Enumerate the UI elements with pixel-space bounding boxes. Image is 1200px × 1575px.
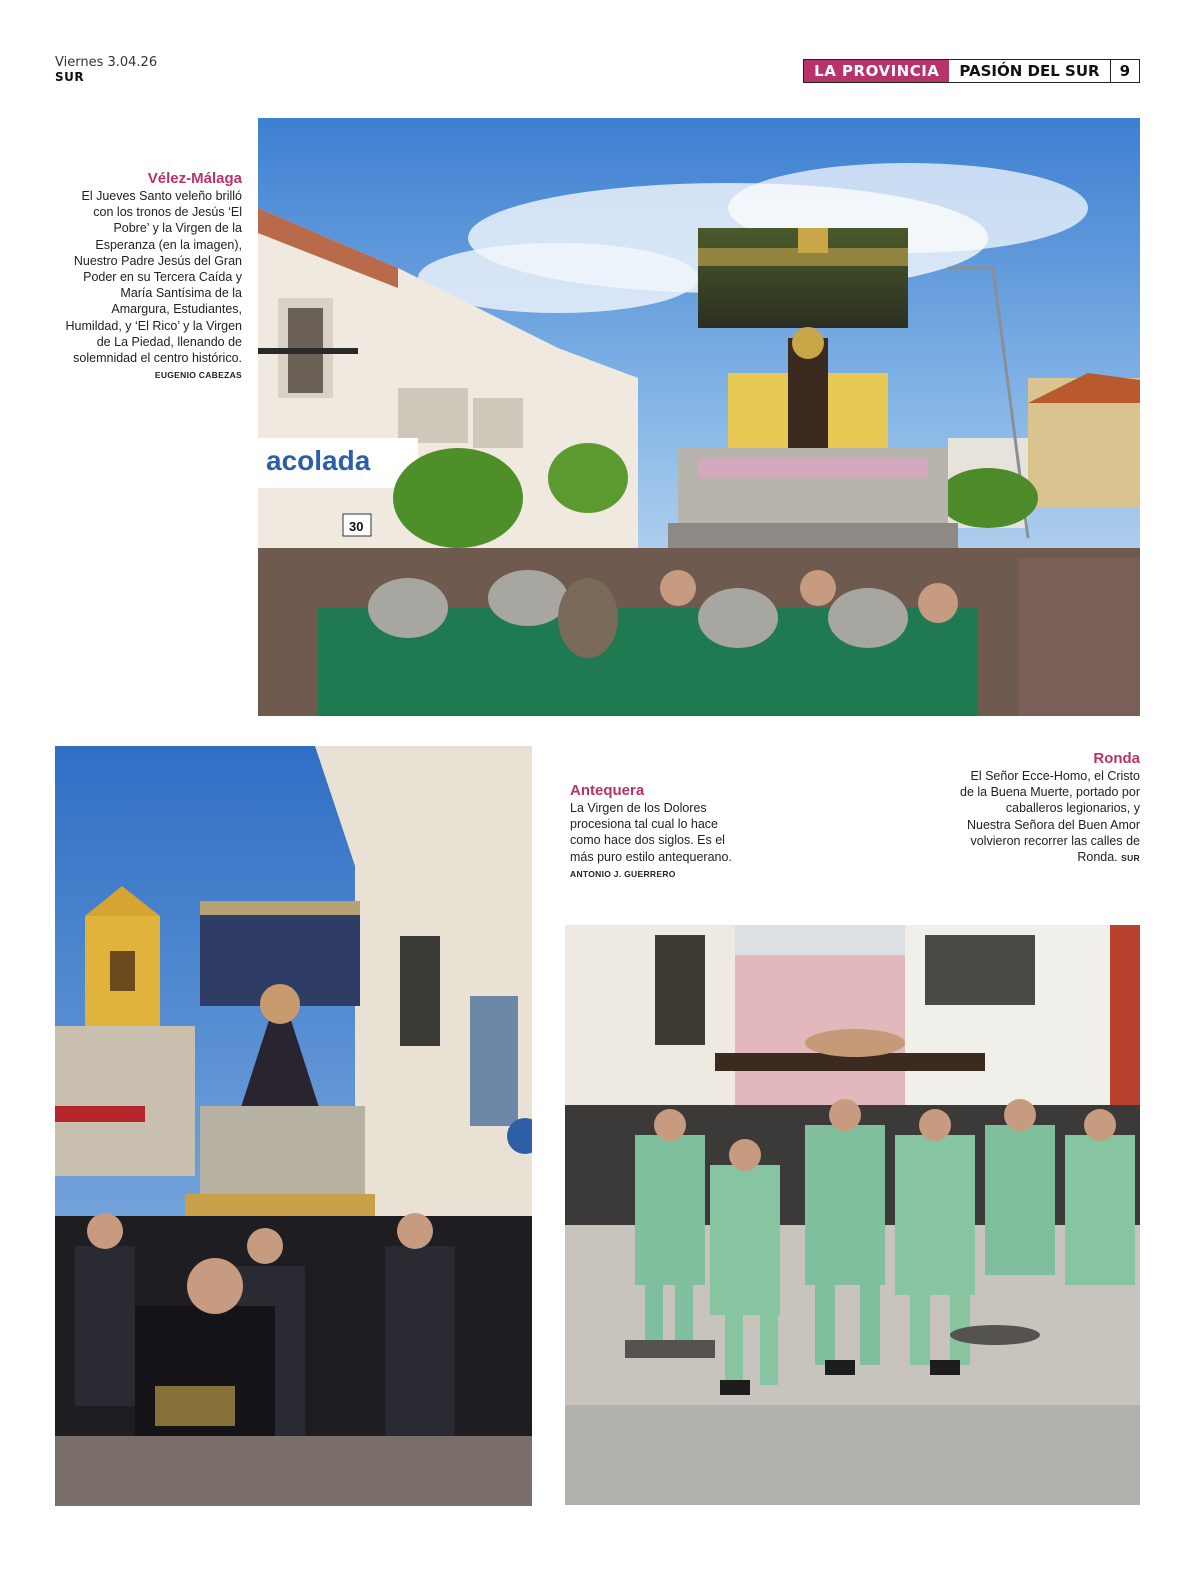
- issue-date: Viernes 3.04.26: [55, 55, 158, 70]
- photo-velez-procession: [258, 118, 1140, 716]
- dateline: [55, 56, 157, 84]
- photo-credit: EUGENIO CABEZAS: [154, 370, 242, 381]
- section-label: LA PROVINCIA: [804, 60, 949, 82]
- caption-place: Ronda: [1093, 750, 1140, 767]
- caption-velez: [60, 170, 242, 383]
- subsection-label: PASIÓN DEL SUR: [949, 60, 1110, 82]
- photo-ronda-legionarios: [565, 925, 1140, 1505]
- caption-place: Antequera: [570, 782, 645, 799]
- photo-credit: ANTONIO J. GUERRERO: [570, 868, 676, 879]
- caption-antequera: [570, 782, 750, 882]
- photo-antequera-procession: [55, 746, 532, 1506]
- photo-credit: SUR: [1121, 853, 1140, 864]
- page-number: 9: [1119, 62, 1130, 80]
- paper-name: SUR: [55, 70, 85, 84]
- caption-text: El Señor Ecce-Homo, el Cristo de la Buena Muerte, portado por caballeros legionarios, y Nuestra Señora del Buen Amor volvieron recorrer las calles de Ronda.: [960, 769, 1140, 865]
- caption-ronda: [960, 750, 1140, 866]
- section-header: [803, 59, 1140, 83]
- house-number: 30: [349, 519, 364, 534]
- caption-place: Vélez-Málaga: [147, 170, 242, 187]
- caption-text: La Virgen de los Dolores procesiona tal cual lo hace como hace dos siglos. Es el más puro estilo antequerano.: [570, 801, 732, 864]
- shop-sign: acolada: [266, 445, 371, 476]
- caption-text: El Jueves Santo veleño brilló con los tronos de Jesús ‘El Pobre’ y la Virgen de la Esperanza (en la imagen), Nuestro Padre Jesús del Gran Poder en su Tercera Caída y María Santísima de la Amargura, Estudiantes, Humildad, y ‘El Rico’ y la Virgen de La Piedad, llenando de solemnidad el centro histórico.: [65, 189, 242, 366]
